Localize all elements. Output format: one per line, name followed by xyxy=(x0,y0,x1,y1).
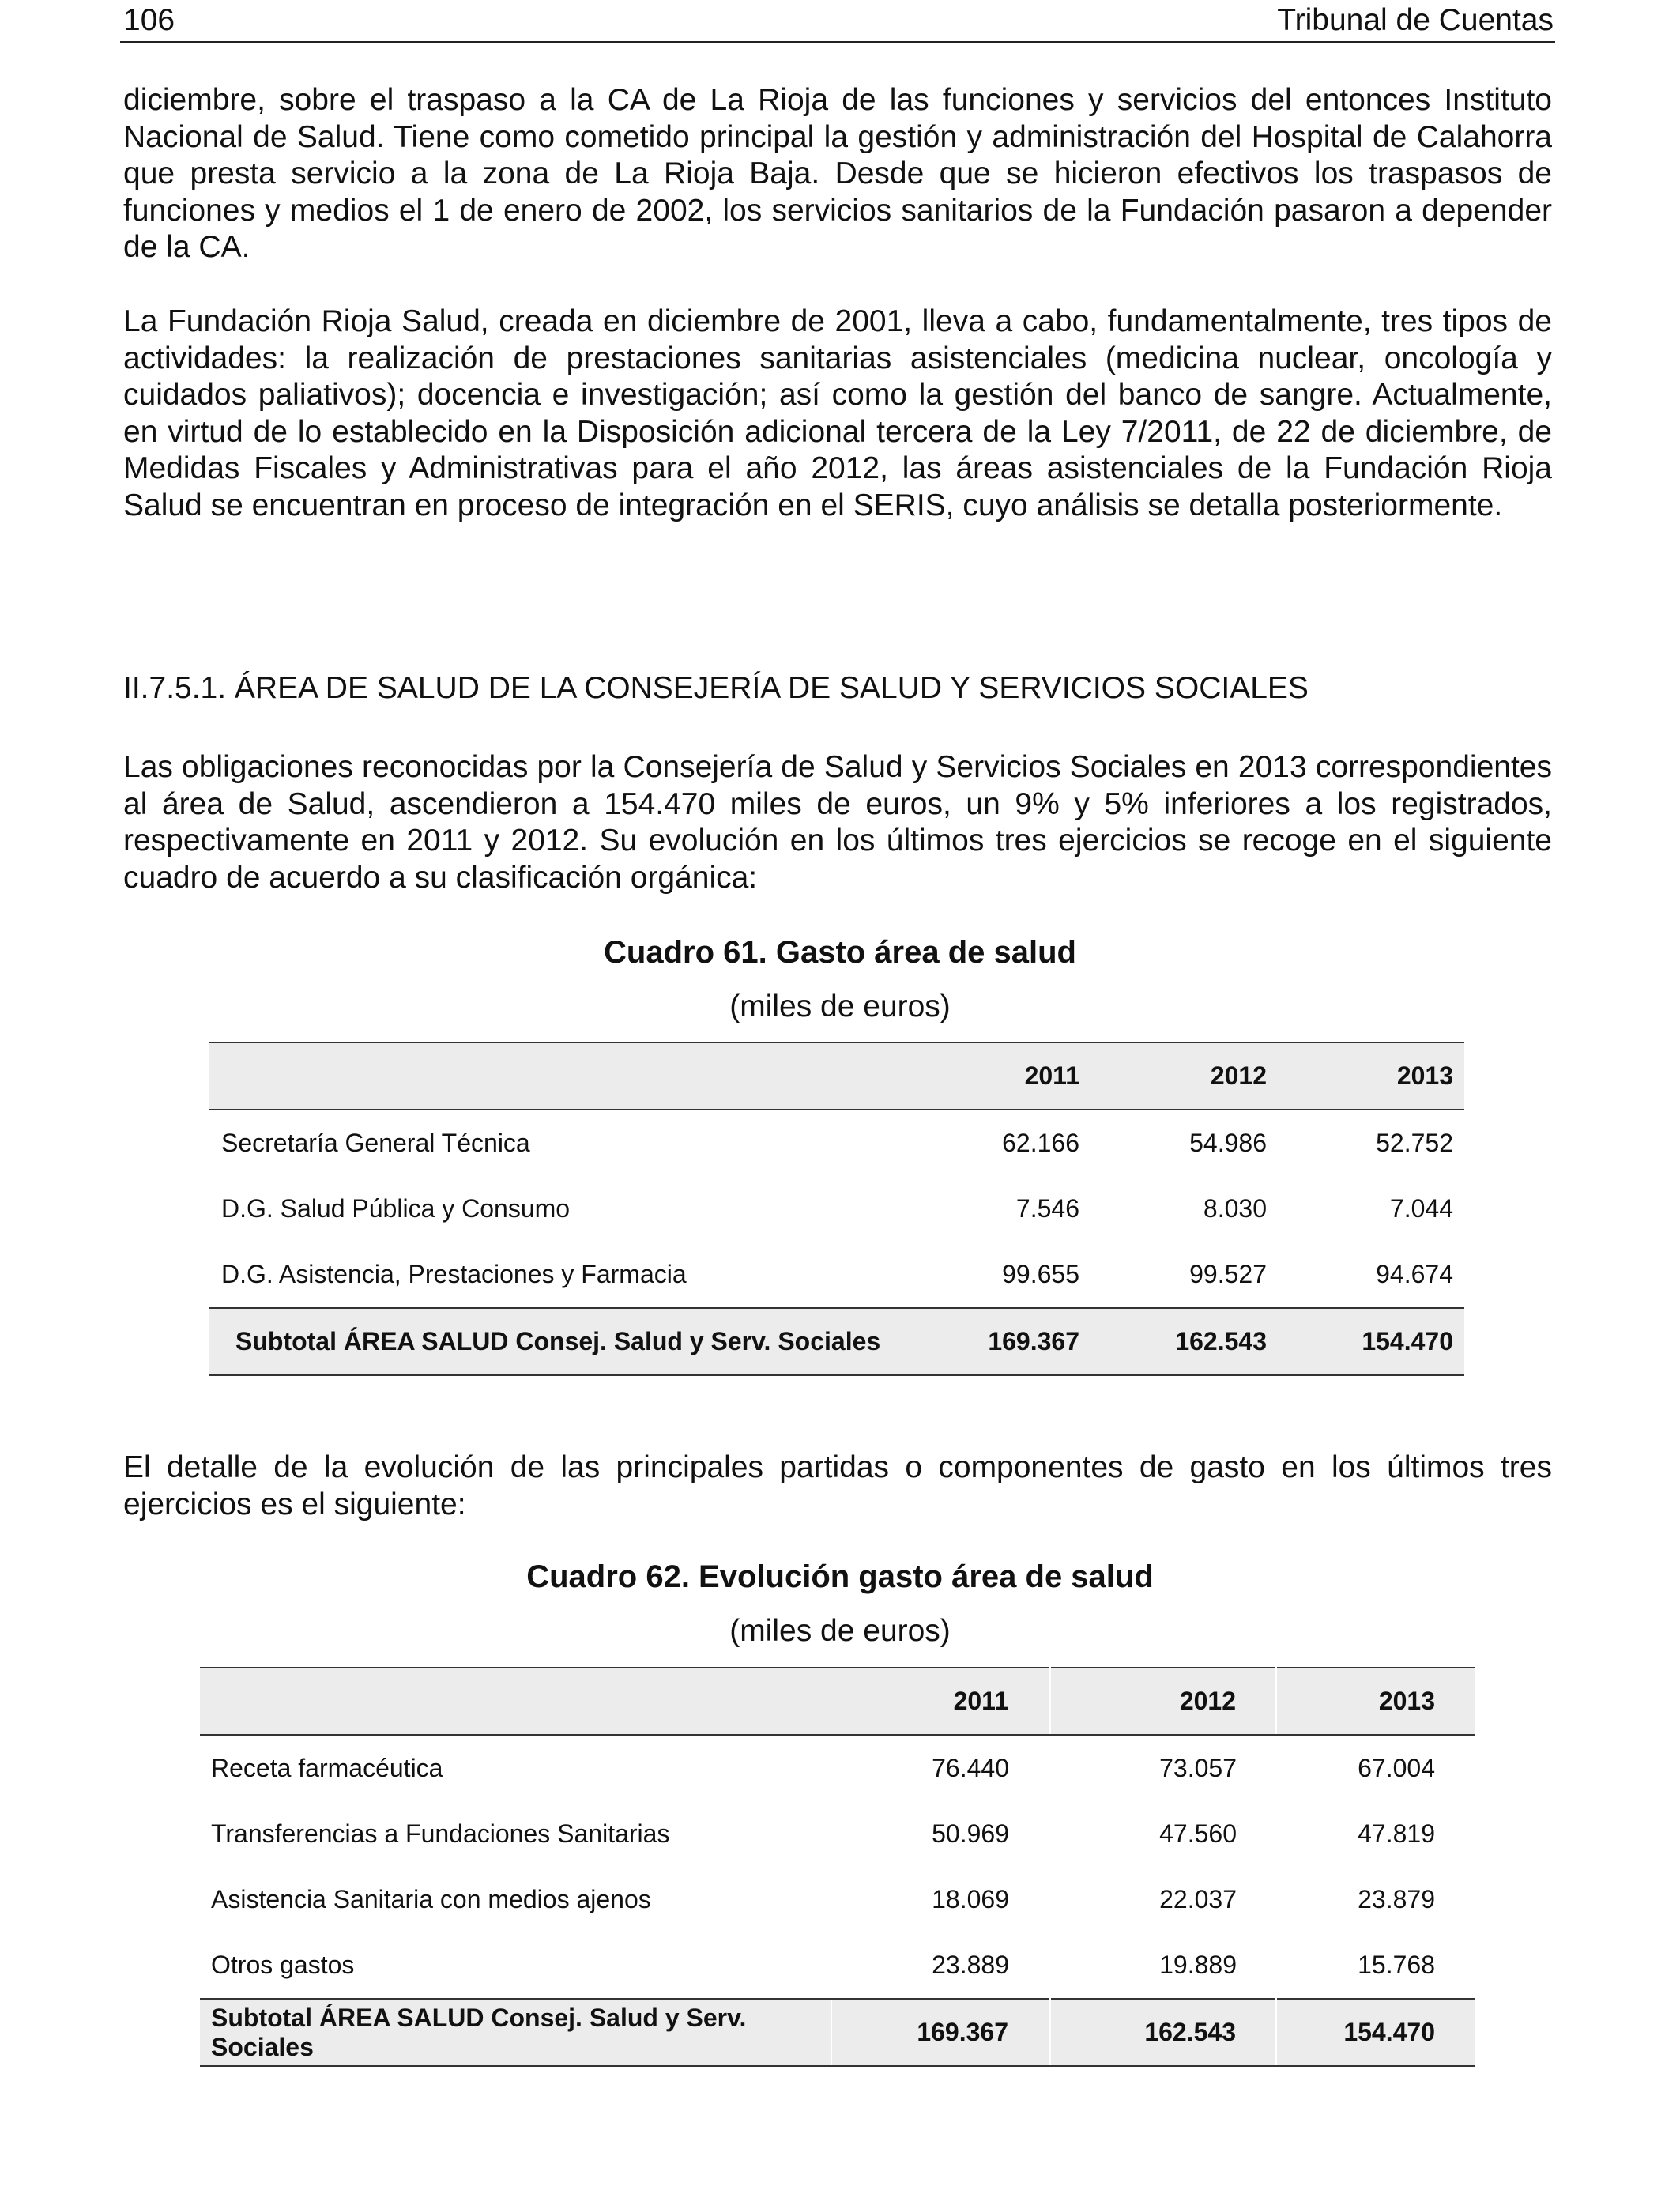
paragraph-4: El detalle de la evolución de las principales partidas o componentes de gasto en los últimos tres ejercicios es el siguiente: xyxy=(123,1450,1552,1521)
cell-2011: 50.969 xyxy=(932,1819,1009,1848)
page-number: 106 xyxy=(123,3,175,37)
column-header-2012: 2012 xyxy=(1050,1668,1276,1735)
cell-2013: 15.768 xyxy=(1358,1951,1435,1979)
table-row xyxy=(209,1242,1464,1308)
cell-2013: 23.879 xyxy=(1358,1885,1435,1913)
cell-2012: 47.560 xyxy=(1159,1819,1237,1848)
cell-2013: 94.674 xyxy=(1376,1260,1453,1288)
cell-2011: 23.889 xyxy=(932,1951,1009,1979)
table1-subtitle: (miles de euros) xyxy=(729,990,951,1023)
cell-2012: 54.986 xyxy=(1189,1129,1267,1157)
row-label: D.G. Salud Pública y Consumo xyxy=(221,1194,571,1223)
table-gasto-area-salud xyxy=(209,1042,1464,1376)
total-2011: 169.367 xyxy=(945,1308,1090,1375)
table2-subtitle: (miles de euros) xyxy=(729,1614,951,1648)
cell-2012: 73.057 xyxy=(1159,1754,1237,1782)
total-2012: 162.543 xyxy=(1090,1308,1278,1375)
table-row xyxy=(209,1110,1464,1176)
row-label: Asistencia Sanitaria con medios ajenos xyxy=(200,1867,832,1932)
total-label: Subtotal ÁREA SALUD Consej. Salud y Serv. Sociales xyxy=(209,1308,945,1375)
total-2013: 154.470 xyxy=(1276,1999,1475,2066)
column-header-2011: 2011 xyxy=(832,1668,1051,1735)
cell-2011: 7.546 xyxy=(1015,1194,1079,1223)
table-row xyxy=(200,1735,1475,1801)
total-2013: 154.470 xyxy=(1278,1308,1464,1375)
table-evolucion-gasto-area-salud xyxy=(200,1667,1475,2067)
row-label: D.G. Asistencia, Prestaciones y Farmacia xyxy=(221,1260,687,1288)
table-row xyxy=(200,1867,1475,1932)
column-header-2013: 2013 xyxy=(1276,1668,1475,1735)
page-header xyxy=(120,0,1555,43)
row-label: Otros gastos xyxy=(200,1932,832,1999)
table-row xyxy=(200,1932,1475,1999)
cell-2012: 8.030 xyxy=(1203,1194,1267,1223)
table-header-row xyxy=(200,1668,1475,1735)
cell-2013: 7.044 xyxy=(1389,1194,1453,1223)
total-2012: 162.543 xyxy=(1050,1999,1276,2066)
cell-2012: 99.527 xyxy=(1189,1260,1267,1288)
cell-2012: 19.889 xyxy=(1159,1951,1237,1979)
table-header-row xyxy=(209,1042,1464,1110)
total-2011: 169.367 xyxy=(832,1999,1051,2066)
cell-2013: 47.819 xyxy=(1358,1819,1435,1848)
total-label: Subtotal ÁREA SALUD Consej. Salud y Serv. Sociales xyxy=(200,1999,832,2066)
column-header-2012: 2012 xyxy=(1090,1042,1278,1110)
paragraph-3: Las obligaciones reconocidas por la Consejería de Salud y Servicios Sociales en 2013 correspondientes al área de Salud, ascendieron a 154.470 miles de euros, un 9% y 5% inferiores a los registrados, respectivamente en 2011 y 2012. Su evolución en los últimos tres ejercicios se recoge en el siguiente cuadro de acuerdo a su clasificación orgánica: xyxy=(123,750,1552,895)
column-header-2013: 2013 xyxy=(1278,1042,1464,1110)
table-total-row xyxy=(200,1999,1475,2066)
cell-2011: 76.440 xyxy=(932,1754,1009,1782)
header-institution: Tribunal de Cuentas xyxy=(1277,3,1554,37)
table1-title: Cuadro 61. Gasto área de salud xyxy=(604,935,1076,970)
table-row xyxy=(200,1801,1475,1867)
table2-title: Cuadro 62. Evolución gasto área de salud xyxy=(526,1559,1154,1594)
header-empty-cell xyxy=(200,1668,832,1735)
header-empty-cell xyxy=(209,1042,945,1110)
cell-2013: 52.752 xyxy=(1376,1129,1453,1157)
row-label: Secretaría General Técnica xyxy=(221,1129,530,1157)
paragraph-1: diciembre, sobre el traspaso a la CA de La Rioja de las funciones y servicios del entonces Instituto Nacional de Salud. Tiene como cometido principal la gestión y administración del Hospital de Calahorra que presta servicio a la zona de La Rioja Baja. Desde que se hicieron efectivos los traspasos de funciones y medios el 1 de enero de 2002, los servicios sanitarios de la Fundación pasaron a depender de la CA. xyxy=(123,83,1552,264)
section-heading: II.7.5.1. ÁREA DE SALUD DE LA CONSEJERÍA DE SALUD Y SERVICIOS SOCIALES xyxy=(123,671,1309,705)
paragraph-2: La Fundación Rioja Salud, creada en diciembre de 2001, lleva a cabo, fundamentalmente, tres tipos de actividades: la realización de prestaciones sanitarias asistenciales (medicina nuclear, oncología y cuidados paliativos); docencia e investigación; así como la gestión del banco de sangre. Actualmente, en virtud de lo establecido en la Disposición adicional tercera de la Ley 7/2011, de 22 de diciembre, de Medidas Fiscales y Administrativas para el año 2012, las áreas asistenciales de la Fundación Rioja Salud se encuentran en proceso de integración en el SERIS, cuyo análisis se detalla posteriormente. xyxy=(123,304,1552,522)
row-label: Receta farmacéutica xyxy=(200,1735,832,1801)
table-row xyxy=(209,1176,1464,1242)
table-total-row xyxy=(209,1308,1464,1375)
cell-2013: 67.004 xyxy=(1358,1754,1435,1782)
cell-2011: 62.166 xyxy=(1002,1129,1079,1157)
row-label: Transferencias a Fundaciones Sanitarias xyxy=(200,1801,832,1867)
column-header-2011: 2011 xyxy=(945,1042,1090,1110)
cell-2011: 18.069 xyxy=(932,1885,1009,1913)
cell-2011: 99.655 xyxy=(1002,1260,1079,1288)
cell-2012: 22.037 xyxy=(1159,1885,1237,1913)
